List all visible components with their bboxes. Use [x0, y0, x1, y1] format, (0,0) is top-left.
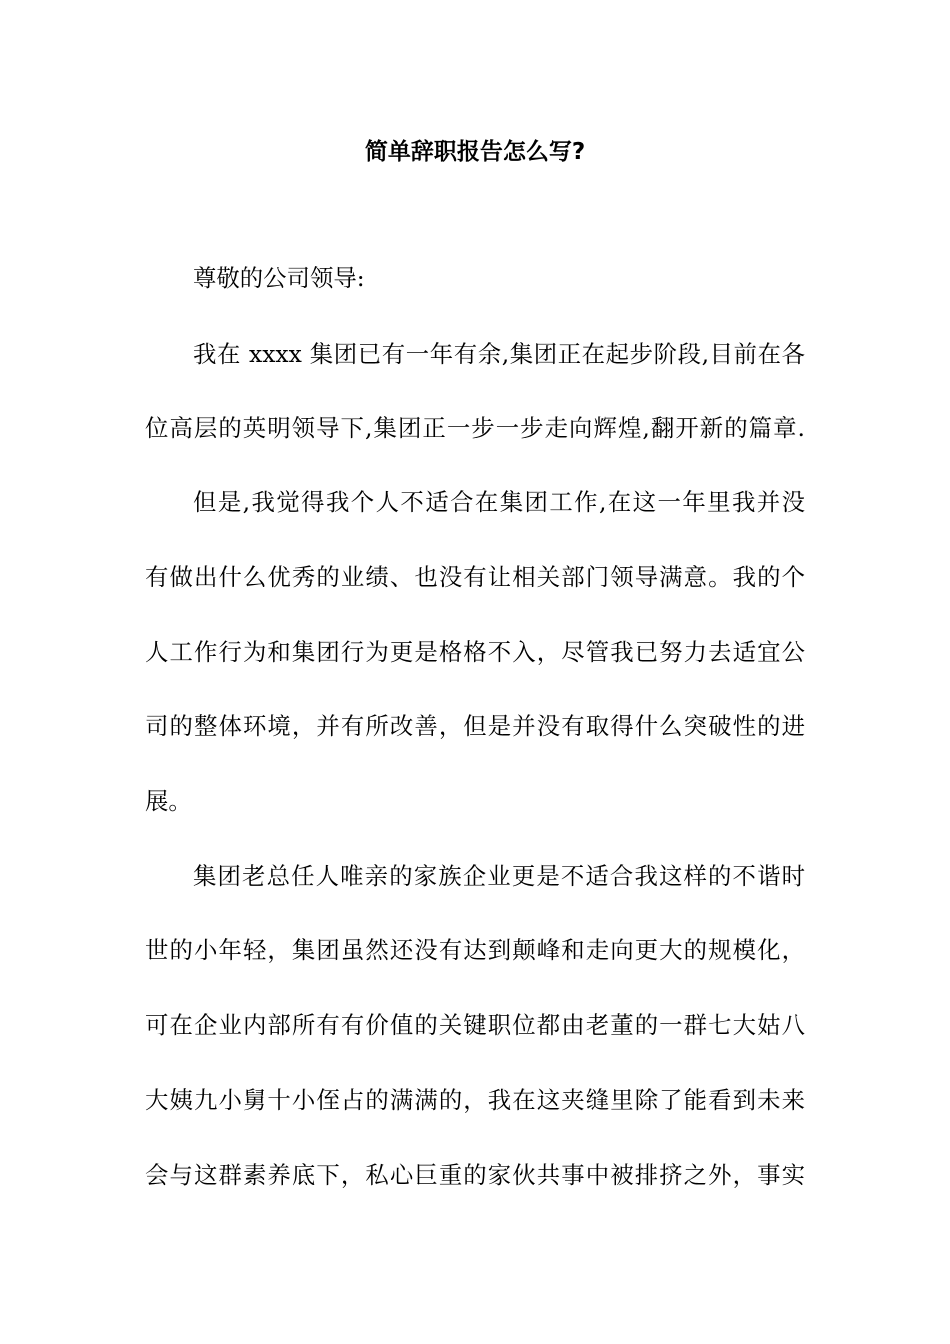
- paragraph-line: 人工作行为和集团行为更是格格不入，尽管我已努力去适宜公: [145, 638, 805, 666]
- paragraph-line: 有做出什么优秀的业绩、也没有让相关部门领导满意。我的个: [145, 563, 805, 591]
- paragraph-line: 大姨九小舅十小侄占的满满的，我在这夹缝里除了能看到未来: [145, 1086, 805, 1114]
- salutation-line: 尊敬的公司领导:: [193, 264, 365, 292]
- document-title: 简单辞职报告怎么写?: [364, 139, 586, 165]
- paragraph-line: 展。: [145, 787, 192, 815]
- paragraph-line: 世的小年轻，集团虽然还没有达到颠峰和走向更大的规模化，: [145, 936, 805, 964]
- paragraph-line: 集团老总任人唯亲的家族企业更是不适合我这样的不谐时: [193, 862, 805, 890]
- paragraph-line: 但是,我觉得我个人不适合在集团工作,在这一年里我并没: [193, 488, 805, 516]
- paragraph-line: 可在企业内部所有有价值的关键职位都由老董的一群七大姑八: [145, 1011, 805, 1039]
- paragraph-line: 位高层的英明领导下,集团正一步一步走向辉煌,翻开新的篇章.: [145, 414, 805, 442]
- paragraph-line: 会与这群素养底下，私心巨重的家伙共事中被排挤之外，事实: [145, 1161, 805, 1189]
- paragraph-line: 我在 xxxx 集团已有一年有余,集团正在起步阶段,目前在各: [193, 340, 805, 368]
- paragraph-line: 司的整体环境，并有所改善，但是并没有取得什么突破性的进: [145, 712, 805, 740]
